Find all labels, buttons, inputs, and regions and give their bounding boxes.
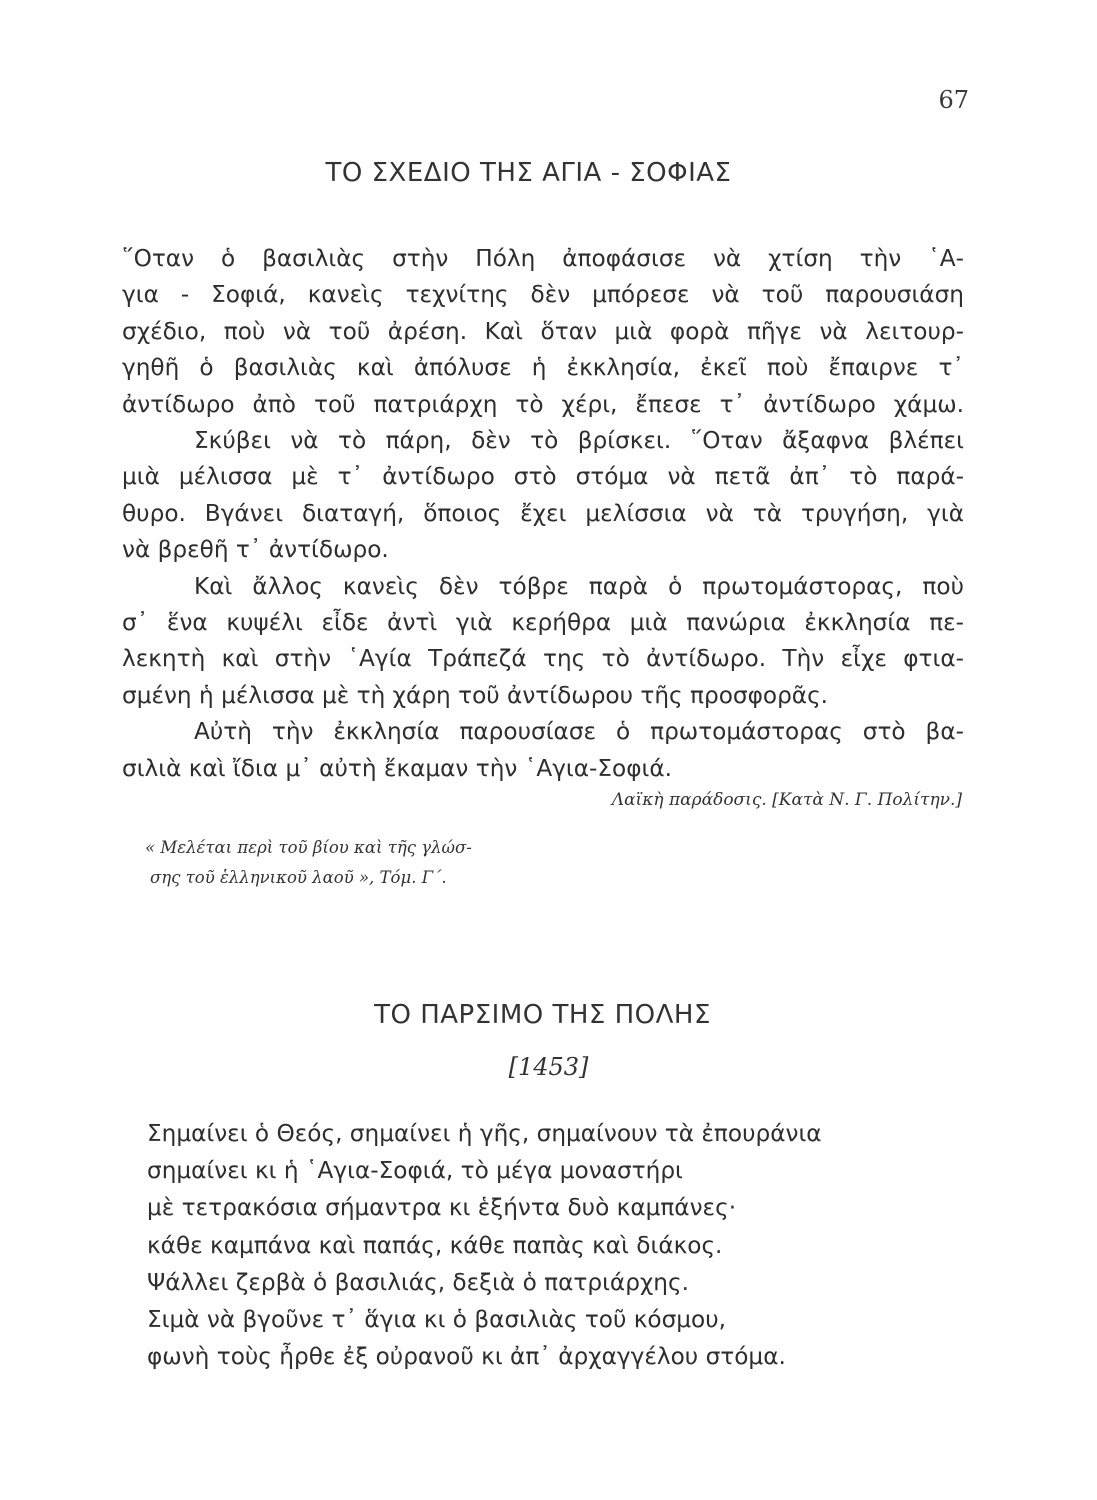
prose-line: λεκητὴ καὶ στὴν ῾Αγία Τράπεζά της τὸ ἀντίδωρο. Τὴν εἶχε φτια- [122,645,964,673]
prose-line: Καὶ ἄλλος κανεὶς δὲν τόβρε παρὰ ὁ πρωτομάστορας, ποὺ [194,572,964,600]
legend-prose [122,241,964,787]
section-title-fall-of-city: ΤΟ ΠΑΡΣΙΜΟ ΤΗΣ ΠΟΛΗΣ [374,1000,711,1030]
prose-line: Σκύβει νὰ τὸ πάρη, δὲν τὸ βρίσκει. ῞Οταν ἄξαφνα βλέπει [194,427,964,455]
poem-line: Σημαίνει ὁ Θεός, σημαίνει ἡ γῆς, σημαίνουν τὰ ἐπουράνια [147,1120,822,1147]
poem [147,1115,822,1375]
page-number: 67 [938,86,969,114]
prose-line: σχέδιο, ποὺ νὰ τοῦ ἀρέση. Καὶ ὅταν μιὰ φορὰ πῆγε νὰ λειτουρ- [122,317,964,345]
poem-line: κάθε καμπάνα καὶ παπάς, κάθε παπὰς καὶ διάκος. [147,1231,723,1259]
prose-line: ῞Οταν ὁ βασιλιὰς στὴν Πόλη ἀποφάσισε νὰ χτίση τὴν ῾Α- [122,245,964,272]
poem-line: μὲ τετρακόσια σήμαντρα κι ἑξήντα δυὸ καμπάνες· [147,1194,737,1222]
prose-line: Αὐτὴ τὴν ἐκκλησία παρουσίασε ὁ πρωτομάστορας στὸ βα- [194,718,964,746]
prose-line: θυρο. Βγάνει διαταγή, ὅποιος ἔχει μελίσσια νὰ τὰ τρυγήση, γιὰ [122,499,964,527]
poem-line: φωνὴ τοὺς ἦρθε ἐξ οὐρανοῦ κι ἀπ᾿ ἀρχαγγέλου στόμα. [147,1343,786,1371]
section-year: [1453] [508,1053,589,1081]
prose-line: για - Σοφιά, κανεὶς τεχνίτης δὲν μπόρεσε νὰ τοῦ παρουσιάση [122,281,964,309]
source-attribution: Λαϊκὴ παράδοσις. [Κατὰ Ν. Γ. Πολίτην.] [611,790,962,810]
section-title-hagia-sophia-plan: ΤΟ ΣΧΕΔΙΟ ΤΗΣ ΑΓΙΑ - ΣΟΦΙΑΣ [325,158,732,188]
prose-line: σιλιὰ καὶ ἴδια μ᾿ αὐτὴ ἔκαμαν τὴν ῾Αγια-Σοφιά. [122,754,673,782]
prose-line: ἀντίδωρο ἀπὸ τοῦ πατριάρχη τὸ χέρι, ἔπεσε τ᾿ ἀντίδωρο χάμω. [122,390,964,418]
bibliographic-reference [145,833,472,893]
prose-line: γηθῆ ὁ βασιλιὰς καὶ ἀπόλυσε ἡ ἐκκλησία, ἐκεῖ ποὺ ἔπαιρνε τ᾿ [122,354,964,382]
prose-line: σμένη ἡ μέλισσα μὲ τὴ χάρη τοῦ ἀντίδωρου τῆς προσφορᾶς. [122,681,829,709]
prose-line: μιὰ μέλισσα μὲ τ᾿ ἀντίδωρο στὸ στόμα νὰ πετᾶ ἀπ᾿ τὸ παρά- [122,463,964,491]
reference-line: σης τοῦ ἑλληνικοῦ λαοῦ », Τόμ. Γ΄. [150,868,447,887]
reference-line: « Μελέται περὶ τοῦ βίου καὶ τῆς γλώσ- [145,838,472,857]
prose-line: σ᾿ ἕνα κυψέλι εἶδε ἀντὶ γιὰ κερήθρα μιὰ πανώρια ἐκκλησία πε- [122,609,964,637]
poem-line: Σιμὰ νὰ βγοῦνε τ᾿ ἅγια κι ὁ βασιλιὰς τοῦ κόσμου, [147,1306,727,1334]
poem-line: σημαίνει κι ἡ ῾Αγια-Σοφιά, τὸ μέγα μοναστήρι [147,1157,683,1185]
poem-line: Ψάλλει ζερβὰ ὁ βασιλιάς, δεξιὰ ὁ πατριάρχης. [147,1268,689,1296]
prose-line: νὰ βρεθῆ τ᾿ ἀντίδωρο. [122,536,389,564]
